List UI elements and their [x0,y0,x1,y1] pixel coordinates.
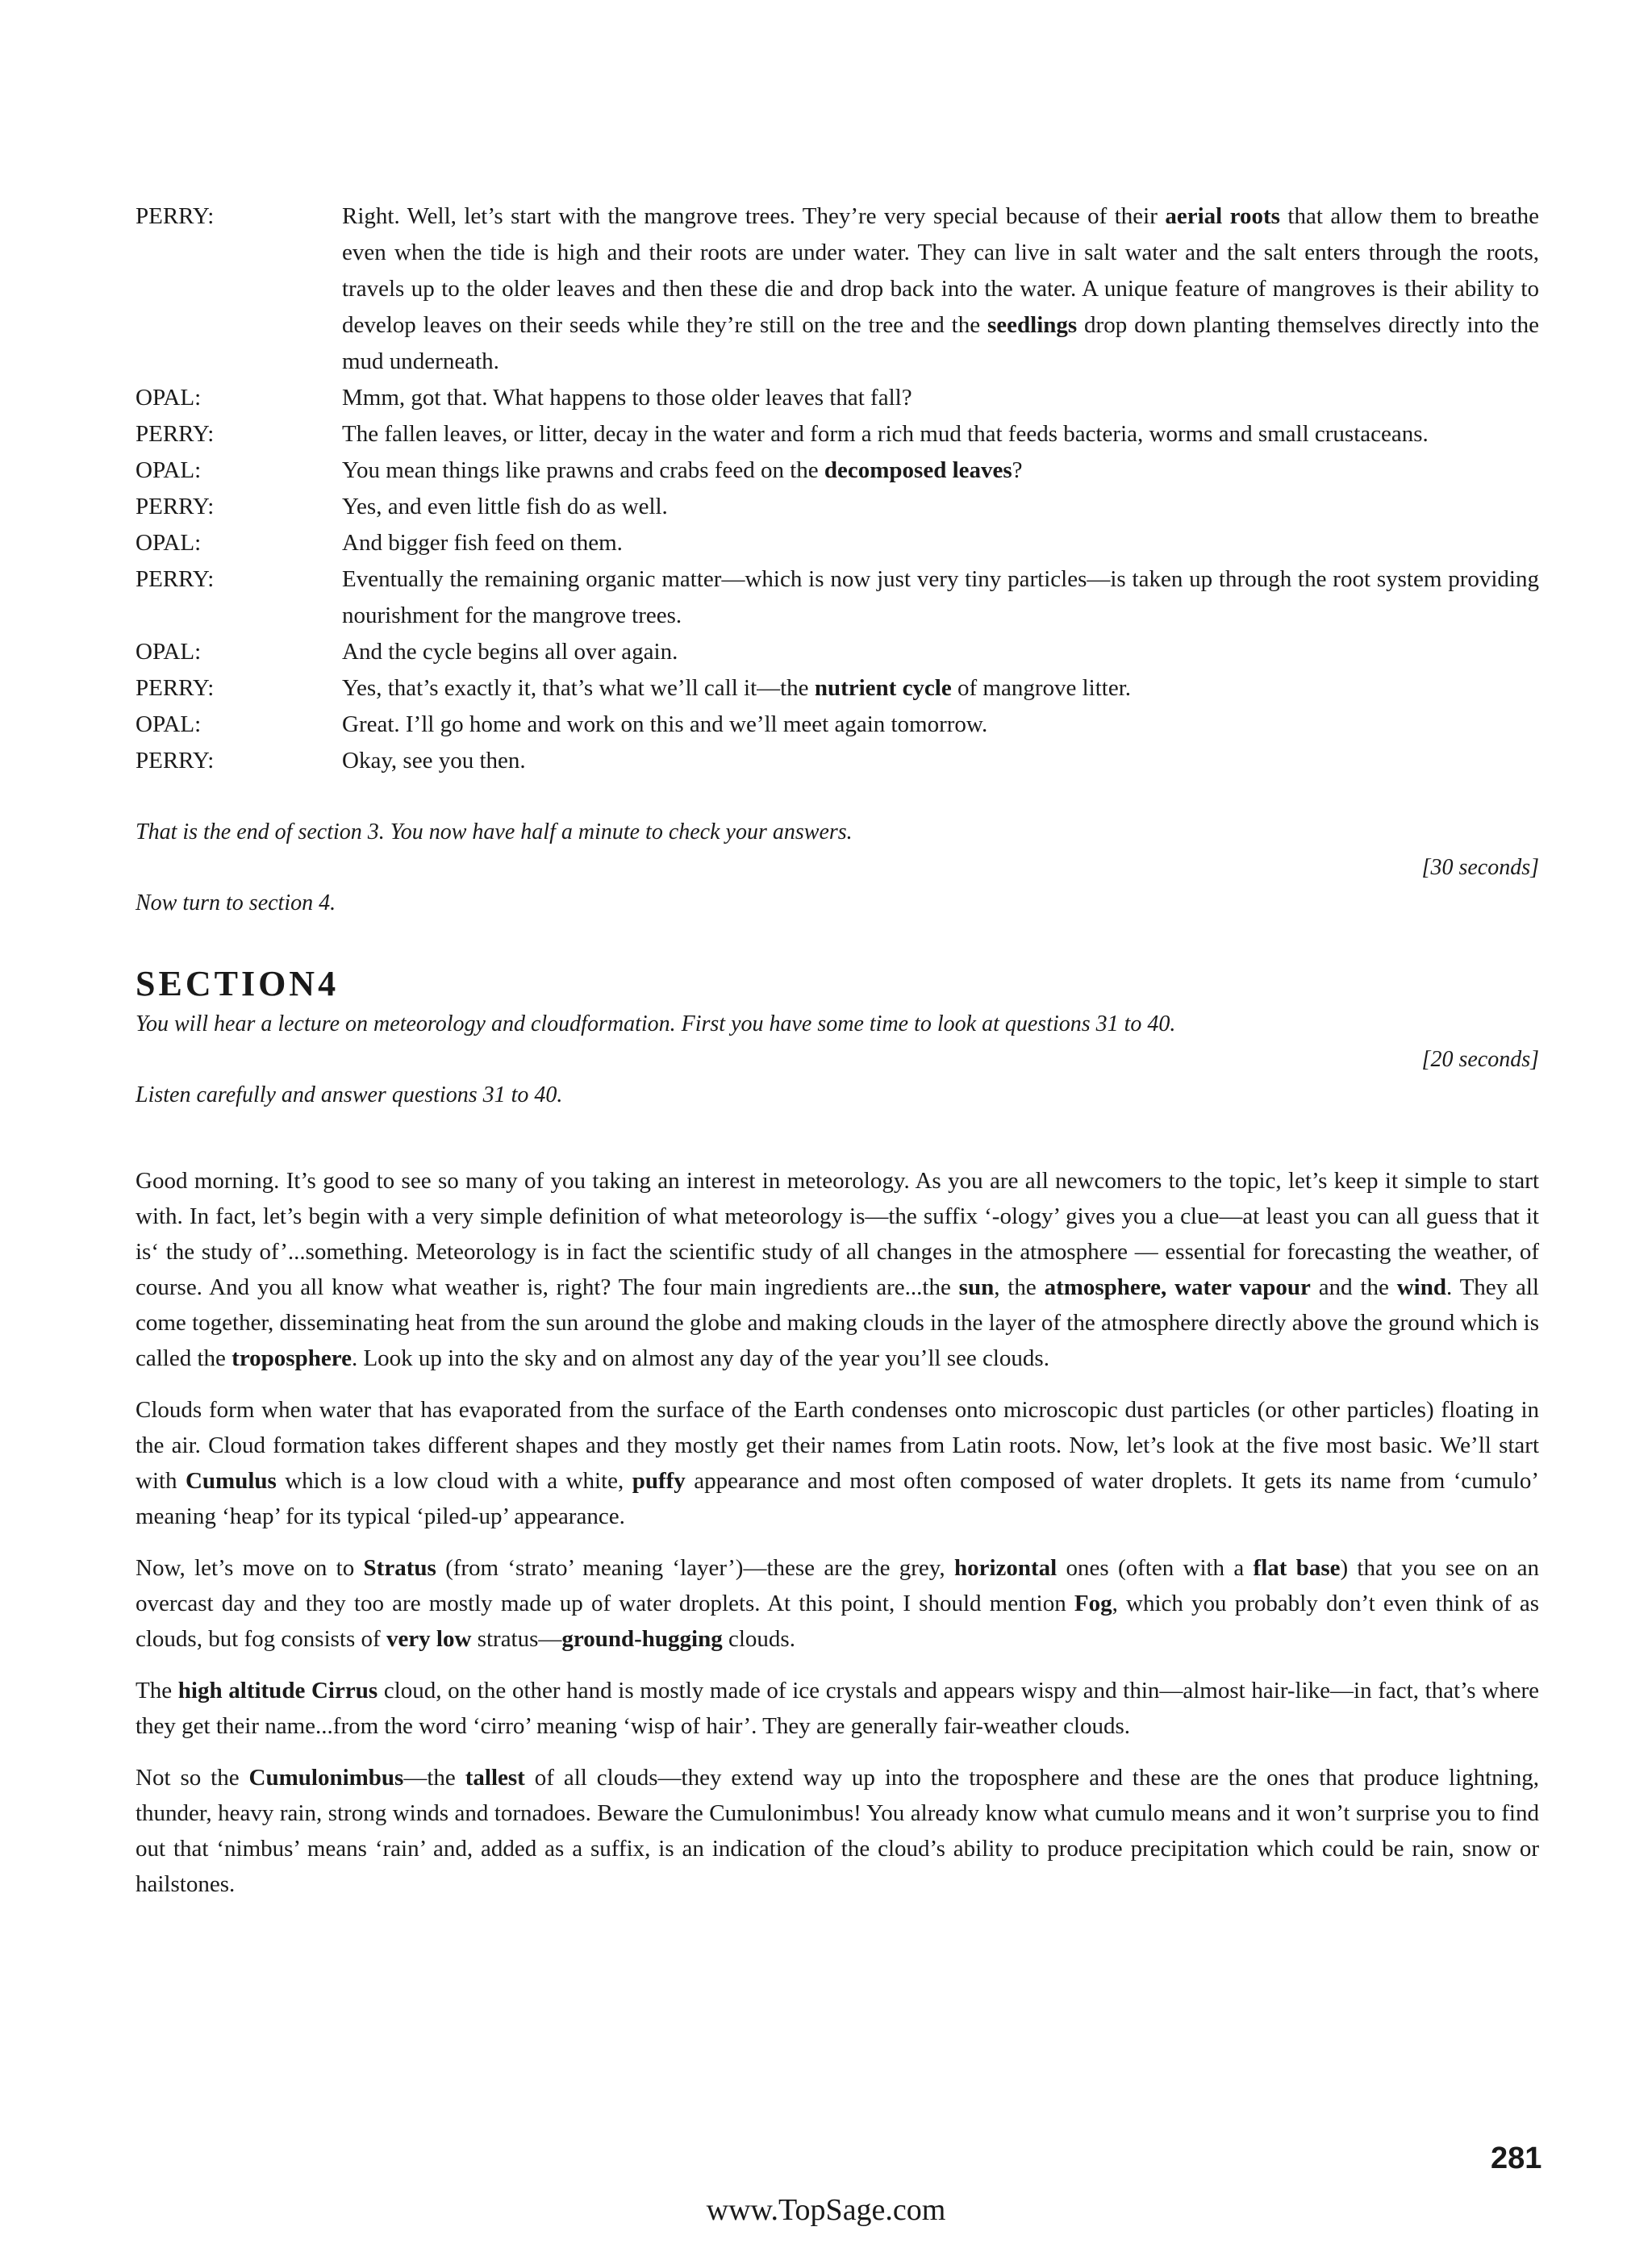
text-run: Okay, see you then. [342,748,526,774]
bold-term: flat base [1253,1555,1341,1581]
speech-line [342,452,1539,489]
speaker-label: PERRY: [136,566,215,592]
text-run: . They all come together, disseminating heat from the sun around the globe and making clouds in the layer of the atmosphere directly above the ground which is called the [136,1274,1539,1371]
turn-to-section4-text: Now turn to section 4. [136,890,336,915]
text-run: Now, let’s move on to [136,1555,364,1581]
bold-term: decomposed leaves [824,457,1012,483]
bold-term: Cumulonimbus [248,1765,404,1791]
text-run: cloud, on the other hand is mostly made of ice crystals and appears wispy and thin—almost hair-like—in fact, that’s where they get their name...from the word ‘cirro’ meaning ‘wisp of hair’. They are generally fair-weather clouds. [136,1678,1539,1739]
speaker-label: PERRY: [136,494,215,519]
text-run: which is a low cloud with a white, [276,1468,632,1494]
text-run: The fallen leaves, or litter, decay in the water and form a rich mud that feeds bacteria, worms and small crustaceans. [342,421,1429,447]
speaker-label: PERRY: [136,421,215,447]
text-run: stratus— [471,1626,562,1652]
section4-heading: SECTION4 [136,964,340,1003]
lecture-paragraph [136,1760,1539,1902]
text-run: appearance and most often composed of water droplets. It gets its name from ‘cumulo’ meaning ‘heap’ for its typical ‘piled-up’ appearance. [136,1468,1539,1529]
bold-term: wind [1396,1274,1446,1300]
text-run: And bigger fish feed on them. [342,530,623,556]
text-run: ) that you see on an overcast day and they too are mostly made up of water droplets. At this point, I should mention [136,1555,1539,1616]
speech-line [342,707,1539,743]
speaker-label: OPAL: [136,457,202,483]
speaker-label: PERRY: [136,203,215,229]
bold-term: Cumulus [185,1468,277,1494]
bold-term: aerial roots [1165,203,1280,229]
text-run: (from ‘strato’ meaning ‘layer’)—these are the grey, [436,1555,954,1581]
bold-term: Fog [1074,1591,1112,1616]
speech-line [342,634,1539,670]
speaker-label: OPAL: [136,385,202,411]
text-run: Mmm, got that. What happens to those older leaves that fall? [342,385,912,411]
page-number: 281 [1491,2141,1542,2175]
text-run: ones (often with a [1057,1555,1254,1581]
speech-line [342,416,1539,452]
bold-term: nutrient cycle [814,675,952,701]
section3-end-text: That is the end of section 3. You now have half a minute to check your answers. [136,819,853,844]
bold-term: sun [958,1274,995,1300]
speech-line [342,670,1539,707]
speech-line [342,380,1539,416]
speech-line [342,743,1539,779]
bold-term: ground-hugging [561,1626,723,1652]
speech-line [342,525,1539,561]
section4-intro-text: You will hear a lecture on meteorology and cloudformation. First you have some time to look at questions 31 to 40. [136,1011,1176,1036]
text-run: , which you probably don’t even think of as clouds, but fog consists of [136,1591,1539,1652]
text-run: Good morning. It’s good to see so many of you taking an interest in meteorology. As you are all newcomers to the topic, let’s keep it simple to start with. In fact, let’s begin with a very simple definition of what meteorology is—the suffix ‘-ology’ gives you a clue—at least you can all guess that it is‘ the study of’...something. Meteorology is in fact the scientific study of all changes in the atmosphere — essential for forecasting the weather, of course. And you all know what weather is, right? The four main ingredients are...the [136,1168,1539,1300]
text-run: —the [403,1765,465,1791]
text-run: that allow them to breathe even when the tide is high and their roots are under water. They can live in salt water and the salt enters through the roots, travels up to the older leaves and then these die and drop back into the water. A unique feature of mangroves is their ability to develop leaves on their seeds while they’re still on the tree and the [342,203,1539,338]
text-run: . Look up into the sky and on almost any day of the year you’ll see clouds. [351,1345,1049,1371]
text-run: Clouds form when water that has evaporated from the surface of the Earth condenses onto microscopic dust particles (or other particles) floating in the air. Cloud formation takes different shapes and they mostly get their names from Latin roots. Now, let’s look at the five most basic. We’ll start with [136,1397,1539,1494]
footer-url: www.TopSage.com [706,2193,946,2227]
pause-20-seconds: [20 seconds] [1421,1047,1539,1072]
pause-30-seconds: [30 seconds] [1421,855,1539,880]
dialogue-transcript [136,198,1539,779]
bold-term: troposphere [232,1345,352,1371]
text-run: ? [1012,457,1023,483]
text-run: Not so the [136,1765,249,1791]
text-run: And the cycle begins all over again. [342,639,678,665]
text-run: You mean things like prawns and crabs feed on the [342,457,824,483]
text-run: Right. Well, let’s start with the mangrove trees. They’re very special because of their [342,203,1166,229]
lecture-paragraph [136,1163,1539,1376]
speaker-label: OPAL: [136,639,202,665]
speech-line [342,561,1539,634]
speech-line [342,198,1539,380]
bold-term: puffy [632,1468,686,1494]
text-run: of mangrove litter. [951,675,1132,701]
bold-term: atmosphere, water vapour [1044,1274,1311,1300]
text-run: clouds. [722,1626,795,1652]
bold-term: seedlings [987,312,1078,338]
bold-term: high altitude Cirrus [177,1678,378,1703]
speaker-label: PERRY: [136,675,215,701]
speaker-label: PERRY: [136,748,215,774]
lecture-paragraph [136,1673,1539,1744]
lecture-transcript [136,1163,1539,1902]
text-run: drop down planting themselves directly into the mud underneath. [342,312,1539,374]
bold-term: Stratus [363,1555,436,1581]
text-run: , the [994,1274,1045,1300]
bold-term: tallest [465,1765,525,1791]
text-run: The [136,1678,178,1703]
text-run: and the [1310,1274,1397,1300]
text-run: Yes, and even little fish do as well. [342,494,668,519]
speaker-label: OPAL: [136,530,202,556]
speech-line [342,489,1539,525]
bold-term: very low [386,1626,472,1652]
lecture-paragraph [136,1392,1539,1534]
text-run: Great. I’ll go home and work on this and we’ll meet again tomorrow. [342,711,988,737]
text-run: of all clouds—they extend way up into the troposphere and these are the ones that produce lightning, thunder, heavy rain, strong winds and tornadoes. Beware the Cumulonimbus! You already know what cumulo means and it won’t surprise you to find out that ‘nimbus’ means ‘rain’ and, added as a suffix, is an indication of the cloud’s ability to produce precipitation which could be rain, snow or hailstones. [136,1765,1539,1897]
text-run: Yes, that’s exactly it, that’s what we’ll call it—the [342,675,815,701]
speaker-label: OPAL: [136,711,202,737]
listen-instruction: Listen carefully and answer questions 31 to 40. [136,1082,563,1107]
bold-term: horizontal [953,1555,1058,1581]
page-content [136,198,1539,1918]
text-run: Eventually the remaining organic matter—which is now just very tiny particles—is taken up through the root system providing nourishment for the mangrove trees. [342,566,1539,628]
lecture-paragraph [136,1550,1539,1657]
